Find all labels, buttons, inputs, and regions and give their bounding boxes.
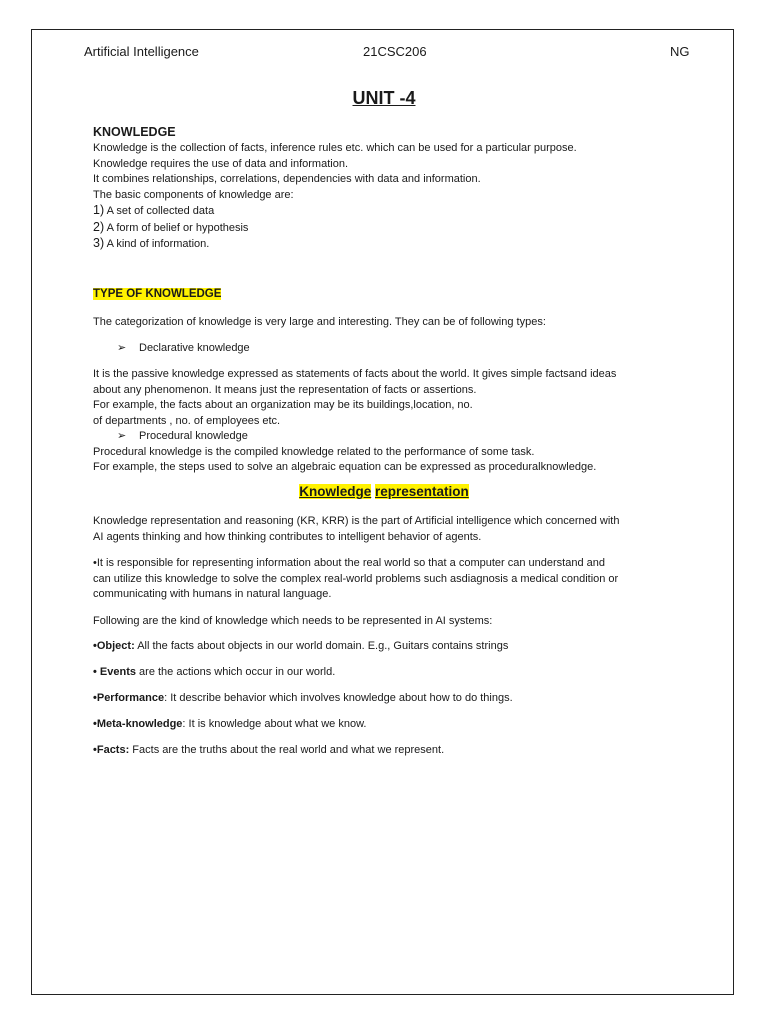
- unit-title: UNIT -4: [352, 88, 416, 108]
- kr-item-meta-knowledge: •Meta-knowledge: It is knowledge about what we know.: [93, 718, 367, 730]
- kr-item-events: • Events are the actions which occur in our world.: [93, 666, 336, 678]
- kr-item-object: •Object: All the facts about objects in our world domain. E.g., Guitars contains strings: [93, 640, 509, 652]
- kr-item-facts: •Facts: Facts are the truths about the real world and what we represent.: [93, 744, 445, 756]
- declarative-text: It is the passive knowledge expressed as statements of facts about the world. It gives simple factsand ideas about any phenomenon. It means just the representation of facts or assertions. For example, the facts about an organization may be its buildings,location, no. of departments , no. of employees etc. ➢ Procedural knowledge Procedural knowledge is the compiled knowledge related to the performance of some task. For example, the steps used to solve an algebraic equation can be expressed as proceduralknowledge.: [93, 368, 617, 473]
- declarative-bullet: ➢ Declarative knowledge: [117, 341, 250, 357]
- knowledge-line: Knowledge requires the use of data and information.: [93, 157, 348, 170]
- arrow-bullet-icon: ➢: [117, 342, 127, 354]
- kr-para1: Knowledge representation and reasoning (KR, KRR) is the part of Artificial intelligence which concerned with AI agents thinking and how thinking contributes to intelligent behavior of agents.: [93, 515, 620, 543]
- types-intro: The categorization of knowledge is very large and interesting. They can be of following types:: [93, 316, 546, 328]
- header-code: 21CSC206: [363, 44, 427, 59]
- knowledge-line: The basic components of knowledge are:: [93, 188, 294, 201]
- procedural-bullet: ➢ Procedural knowledge: [93, 429, 616, 445]
- types-heading: TYPE OF KNOWLEDGE: [93, 288, 222, 300]
- component-item: 1) A set of collected data: [93, 203, 215, 217]
- component-item: 3) A kind of information.: [93, 236, 210, 250]
- kr-para2: •It is responsible for representing information about the real world so that a computer can understand and can utilize this knowledge to solve the complex real-world problems such asdiagnosis a medical condition or communicating with humans in natural language.: [93, 557, 619, 600]
- component-item: 2) A form of belief or hypothesis: [93, 219, 249, 234]
- knowledge-line: It combines relationships, correlations, dependencies with data and information.: [93, 173, 481, 185]
- knowledge-line: Knowledge is the collection of facts, inference rules etc. which can be used for a particular purpose.: [93, 142, 577, 154]
- kr-para3: Following are the kind of knowledge which needs to be represented in AI systems:: [93, 615, 493, 627]
- knowledge-heading: KNOWLEDGE: [93, 125, 176, 139]
- kr-item-performance: •Performance: It describe behavior which involves knowledge about how to do things.: [93, 692, 513, 704]
- kr-heading: Knowledge representation: [299, 484, 469, 499]
- knowledge-text: [93, 141, 577, 253]
- header-initials: NG: [670, 44, 690, 59]
- arrow-bullet-icon: ➢: [117, 430, 127, 442]
- header-course: Artificial Intelligence: [84, 44, 199, 59]
